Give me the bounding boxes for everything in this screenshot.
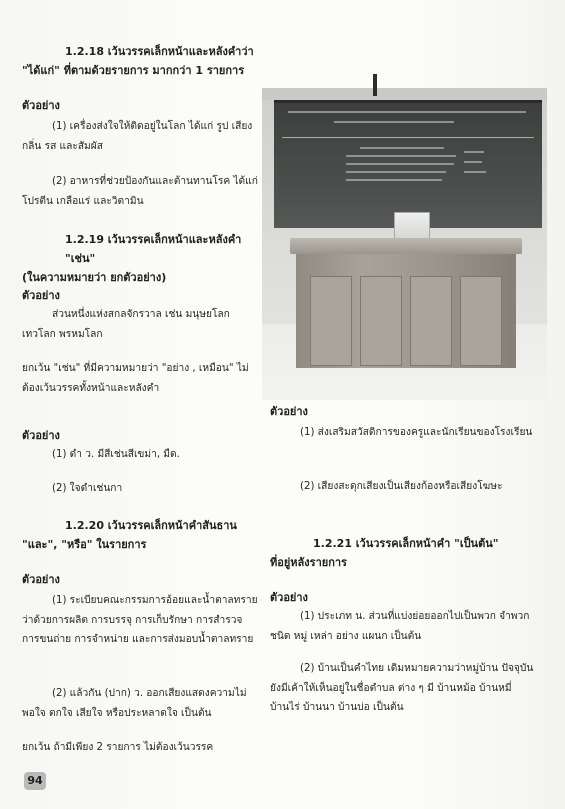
example-block — [22, 479, 260, 499]
desk-front — [296, 254, 516, 368]
pole — [373, 74, 377, 96]
example-label: ตัวอย่าง — [270, 405, 308, 418]
heading-line: 1.2.19 เว้นวรรคเล็กหน้าและหลังคำ "เช่น" — [65, 233, 242, 265]
example-paragraph: (1) ระเบียบคณะกรรมการอ้อยและน้ำตาลทรายว่าด้วยการผลิต การบรรจุ การเก็บรักษา การสำรวจ การขนถ่าย การจำหน่าย และการส่งมอบน้ำตาลทราย — [22, 595, 258, 645]
chalk-writing — [464, 161, 482, 163]
example-block — [22, 684, 260, 723]
heading-line: 1.2.20 เว้นวรรคเล็กหน้าคำสันธาน — [65, 519, 237, 532]
heading-line: 1.2.21 เว้นวรรคเล็กหน้าคำ "เป็นต้น" — [313, 537, 499, 550]
desk-panel — [360, 276, 402, 366]
desk-panel — [310, 276, 352, 366]
classroom-photo — [262, 88, 547, 400]
example-paragraph: (1) ดำ ว. มีสีเช่นสีเขม่า, มืด. — [52, 449, 180, 460]
heading-line: 1.2.18 เว้นวรรคเล็กหน้าและหลังคำว่า — [65, 45, 254, 58]
chalk-writing — [360, 147, 444, 149]
blackboard — [274, 100, 542, 228]
chalk-writing — [346, 155, 456, 157]
example-paragraph: (1) เครื่องส่งใจให้ติดอยู่ในโลก ได้แก่ รูป เสียง กลิ่น รส และสัมผัส — [22, 121, 253, 152]
example-paragraph: (1) ส่งเสริมสวัสดิการของครูและนักเรียนของโรงเรียน — [300, 427, 533, 438]
example-block — [22, 738, 267, 758]
example-block — [270, 659, 538, 718]
chalk-writing — [346, 163, 454, 165]
example-block — [22, 172, 260, 211]
desk — [290, 238, 522, 378]
example-paragraph: (2) เสียงสะดุกเสียงเป็นเสียงก้องหรือเสียงโฆษะ — [300, 481, 503, 492]
heading-line: ที่อยู่หลังรายการ — [270, 556, 347, 569]
desk-top — [290, 238, 522, 254]
example-block — [22, 98, 262, 114]
heading-line: (ในความหมายว่า ยกตัวอย่าง) — [22, 271, 167, 284]
chalk-writing — [334, 121, 454, 123]
chalk-writing — [464, 171, 486, 173]
example-block — [22, 428, 262, 444]
example-label: ตัวอย่าง — [22, 99, 60, 112]
example-label: ตัวอย่าง — [22, 289, 60, 302]
chalk-writing — [346, 171, 446, 173]
example-paragraph: ยกเว้น ถ้ามีเพียง 2 รายการ ไม่ต้องเว้นวรรค — [22, 742, 214, 753]
section-heading-1-2-19 — [22, 230, 262, 287]
example-block — [22, 305, 260, 344]
example-paragraph: (2) อาหารที่ช่วยป้องกันและต้านทานโรค ได้แก่ โปรตีน เกลือแร่ และวิตามิน — [22, 176, 258, 207]
chalk-writing — [346, 179, 442, 181]
example-block — [270, 477, 538, 497]
example-paragraph: ยกเว้น "เช่น" ที่มีความหมายว่า "อย่าง , เหมือน" ไม่ต้องเว้นวรรคทั้งหน้าและหลังคำ — [22, 363, 249, 394]
section-heading-1-2-21 — [270, 534, 540, 572]
example-block — [22, 445, 260, 465]
example-block — [22, 359, 260, 398]
desk-box — [394, 212, 430, 240]
example-block — [270, 590, 540, 606]
example-block — [270, 404, 540, 420]
example-label: ตัวอย่าง — [22, 429, 60, 442]
example-paragraph: (2) แล้วกัน (ปาก) ว. ออกเสียงแสดงความไม่พอใจ ตกใจ เสียใจ หรือประหลาดใจ เป็นต้น — [22, 688, 247, 719]
section-heading-1-2-18 — [22, 42, 262, 80]
example-block — [270, 607, 538, 646]
example-paragraph: (1) ประเภท น. ส่วนที่แบ่งย่อยออกไปเป็นพวก จำพวก ชนิด หมู่ เหล่า อย่าง แผนก เป็นต้น — [270, 611, 530, 642]
example-paragraph: (2) ใจดำเช่นกา — [52, 483, 123, 494]
example-block — [22, 591, 260, 650]
section-heading-1-2-20 — [22, 516, 262, 554]
board-rule — [282, 137, 534, 138]
example-paragraph: ส่วนหนึ่งแห่งสกลจักรวาล เช่น มนุษยโลก เทวโลก พรหมโลก — [22, 309, 230, 340]
chalk-writing — [464, 151, 484, 153]
example-block — [270, 423, 538, 443]
page-number: 94 — [24, 772, 46, 790]
example-label: ตัวอย่าง — [22, 573, 60, 586]
heading-line: "และ", "หรือ" ในรายการ — [22, 538, 147, 551]
example-block — [22, 117, 260, 156]
example-label: ตัวอย่าง — [270, 591, 308, 604]
desk-panel — [460, 276, 502, 366]
wall-strip — [262, 88, 547, 100]
chalk-writing — [288, 111, 526, 113]
example-paragraph: (2) บ้านเป็นคำไทย เดิมหมายความว่าหมู่บ้าน ปัจจุบันยังมีเค้าให้เห็นอยู่ในชื่อตำบล ต่าง ๆ มี บ้านหม้อ บ้านหมี่ บ้านไร่ บ้านนา บ้านบ่อ เป็นต้น — [270, 663, 534, 713]
heading-line: "ได้แก่" ที่ตามด้วยรายการ มากกว่า 1 รายการ — [22, 64, 245, 77]
example-block — [22, 572, 262, 588]
desk-panel — [410, 276, 452, 366]
example-block — [22, 288, 262, 304]
